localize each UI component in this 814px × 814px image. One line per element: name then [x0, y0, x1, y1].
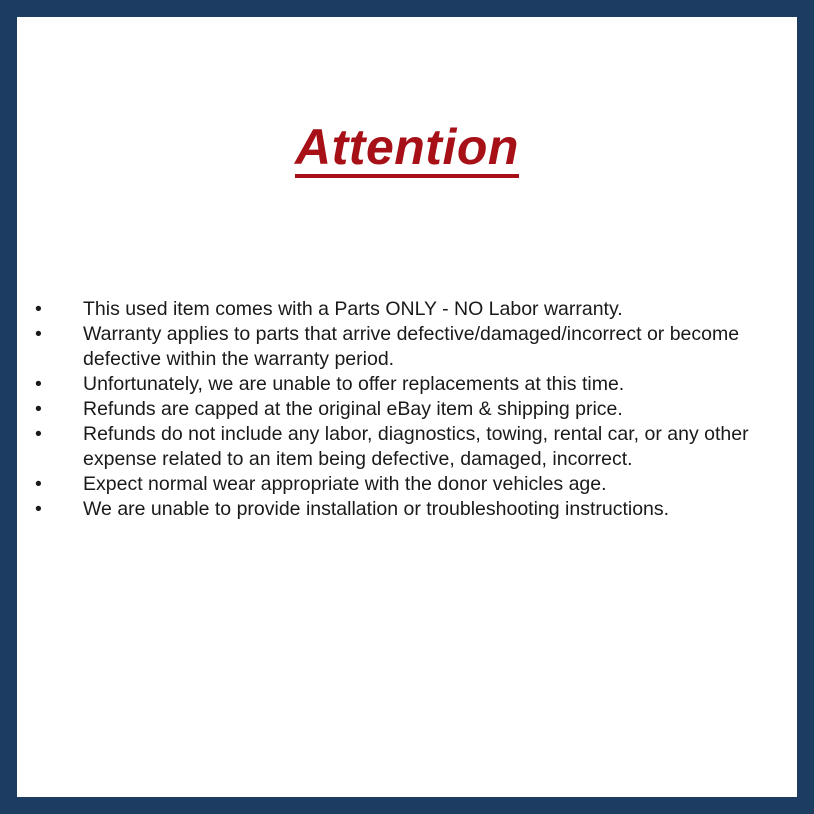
bullet-icon: •: [35, 498, 42, 520]
list-item: [17, 322, 803, 372]
notice-inner-panel: [17, 17, 797, 797]
bullet-icon: •: [35, 323, 42, 345]
list-item-text: This used item comes with a Parts ONLY - NO Labor warranty.: [83, 298, 623, 320]
list-item-text: Expect normal wear appropriate with the donor vehicles age.: [83, 473, 607, 495]
warranty-terms-list: [17, 297, 803, 522]
list-item-text: We are unable to provide installation or troubleshooting instructions.: [83, 498, 670, 520]
list-item: [17, 297, 803, 322]
list-item-text: Refunds do not include any labor, diagnostics, towing, rental car, or any other expense related to an item being defective, damaged, incorrect.: [83, 423, 749, 470]
page-title-text: Attention: [295, 122, 519, 178]
bullet-icon: •: [35, 423, 42, 445]
list-item-text: Refunds are capped at the original eBay item & shipping price.: [83, 398, 623, 420]
notice-card: [14, 14, 800, 800]
list-item-text: Warranty applies to parts that arrive defective/damaged/incorrect or become defective within the warranty period.: [83, 323, 740, 370]
list-item-text: Unfortunately, we are unable to offer replacements at this time.: [83, 373, 625, 395]
bullet-icon: •: [35, 373, 42, 395]
page-title: [17, 17, 797, 178]
bullet-icon: •: [35, 473, 42, 495]
list-item: [17, 422, 803, 472]
list-item: [17, 372, 803, 397]
list-item: [17, 397, 803, 422]
list-item: [17, 497, 803, 522]
bullet-icon: •: [35, 398, 42, 420]
bullet-icon: •: [35, 298, 42, 320]
list-item: [17, 472, 803, 497]
